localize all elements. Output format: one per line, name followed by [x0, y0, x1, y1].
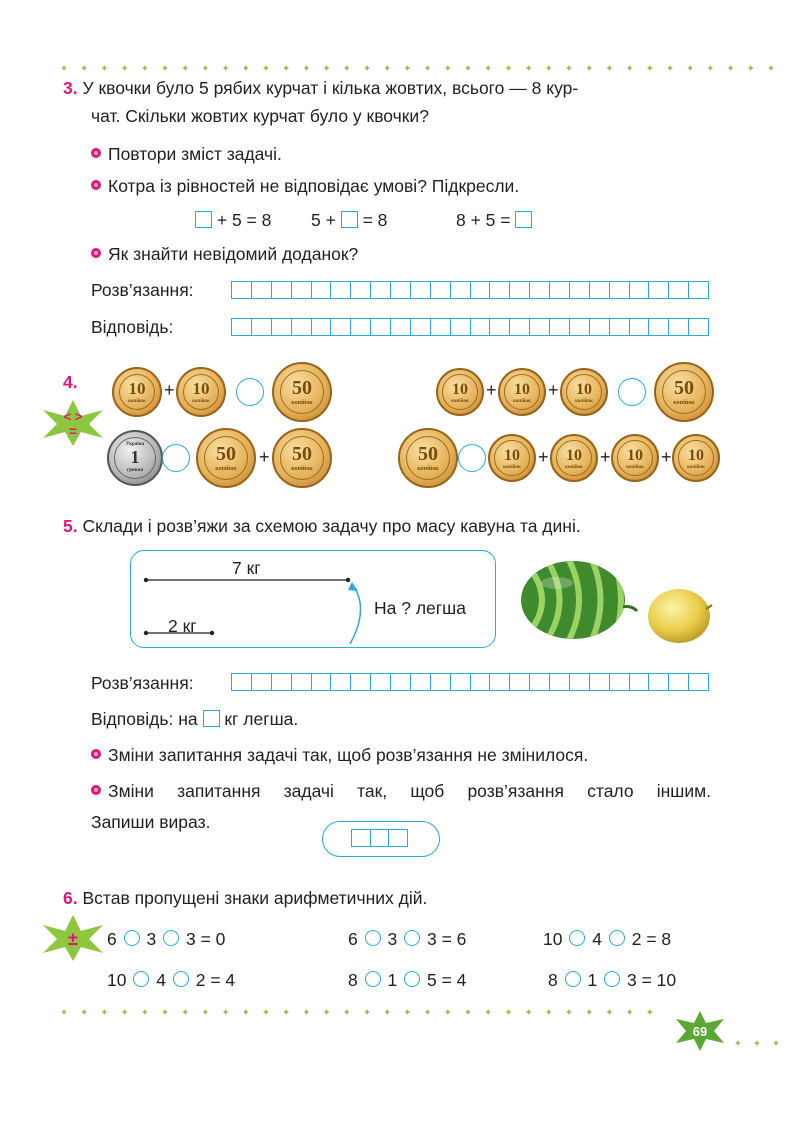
compare-circle[interactable] [618, 378, 646, 406]
star-dot [526, 65, 532, 71]
star-dot [344, 65, 350, 71]
star-dot [324, 1009, 330, 1015]
grid-cell[interactable] [689, 319, 708, 335]
coin-10-kopecks: 10 копійок [436, 368, 484, 416]
grid-cell[interactable] [530, 319, 550, 335]
operand: 10 [543, 929, 563, 949]
grid-cell[interactable] [610, 319, 630, 335]
star-dot [344, 1009, 350, 1015]
task5-solution-grid[interactable] [231, 673, 709, 691]
bullet-icon [91, 248, 101, 258]
star-dot [526, 1009, 532, 1015]
operand: 5 [426, 970, 437, 990]
compare-circle[interactable] [162, 444, 190, 472]
grid-cell[interactable] [570, 282, 590, 298]
coin-10-kopecks: 10 копійок [550, 434, 598, 482]
star-dot [485, 1009, 491, 1015]
grid-cell[interactable] [630, 319, 650, 335]
bullet-icon [91, 148, 101, 158]
result: = 4 [210, 970, 236, 990]
grid-cell[interactable] [371, 674, 391, 690]
star-dot [303, 1009, 309, 1015]
coin-10-kopecks: 10 копійок [611, 434, 659, 482]
grid-cell[interactable] [272, 282, 292, 298]
operator-circle[interactable] [365, 930, 381, 946]
grid-cell[interactable] [669, 282, 689, 298]
grid-cell[interactable] [669, 674, 689, 690]
sign-equation [543, 929, 671, 950]
grid-cell[interactable] [630, 674, 650, 690]
star-dot [606, 1009, 612, 1015]
star-dot [364, 65, 370, 71]
star-dot [546, 65, 552, 71]
star-dot [505, 1009, 511, 1015]
grid-cell[interactable] [232, 674, 252, 690]
task3-answer-label: Відповідь: [91, 317, 174, 337]
plus-sign: + [259, 447, 270, 467]
plus-minus-symbol: ± [68, 929, 78, 949]
bullet-text: Повтори зміст задачі. [108, 144, 282, 164]
star-dot [707, 65, 713, 71]
star-dot [586, 65, 592, 71]
grid-cell[interactable] [352, 830, 371, 846]
star-dot [101, 65, 107, 71]
grid-cell[interactable] [490, 282, 510, 298]
coin-50-kopecks: 50 копійок [654, 362, 714, 422]
star-dot [566, 65, 572, 71]
star-dot [404, 65, 410, 71]
star-dot [61, 1009, 67, 1015]
result: = 0 [200, 929, 226, 949]
coin-50-kopecks: 50 копійок [196, 428, 256, 488]
plus-sign: + [486, 380, 497, 400]
grid-cell[interactable] [351, 674, 371, 690]
result: = 8 [646, 929, 672, 949]
grid-cell[interactable] [272, 674, 292, 690]
star-dot [223, 65, 229, 71]
task4-number: 4. [63, 372, 78, 392]
grid-cell[interactable] [649, 674, 669, 690]
grid-cell[interactable] [252, 674, 272, 690]
plus-sign: + [164, 380, 175, 400]
grid-cell[interactable] [510, 282, 530, 298]
operator-circle[interactable] [404, 971, 420, 987]
plus-sign: + [661, 447, 672, 467]
star-dot [223, 1009, 229, 1015]
grid-cell[interactable] [550, 282, 570, 298]
grid-cell[interactable] [649, 319, 669, 335]
star-dot [283, 65, 289, 71]
grid-cell[interactable] [689, 674, 708, 690]
star-dot [773, 1040, 779, 1046]
grid-cell[interactable] [312, 282, 332, 298]
sign-equation [348, 929, 466, 950]
star-dot [465, 65, 471, 71]
bullet-icon [91, 180, 101, 190]
task5-bullet-1 [91, 745, 588, 766]
star-dot [627, 65, 633, 71]
grid-cell[interactable] [312, 674, 332, 690]
operand: 8 [348, 970, 358, 990]
operator-circle[interactable] [365, 971, 381, 987]
plus-sign: + [548, 380, 559, 400]
answer-box[interactable] [203, 710, 220, 727]
operand: 3 [185, 929, 196, 949]
compare-circle[interactable] [458, 444, 486, 472]
sign-equation [107, 929, 225, 950]
compare-badge-top: < > [63, 409, 83, 424]
star-dot [202, 65, 208, 71]
operator-circle[interactable] [133, 971, 149, 987]
scheme-top-label: 7 кг [232, 558, 261, 578]
star-dot [263, 1009, 269, 1015]
grid-cell[interactable] [490, 674, 510, 690]
operand: 6 [348, 929, 358, 949]
task3-bullet-3 [91, 244, 358, 265]
star-dot [586, 1009, 592, 1015]
grid-cell[interactable] [351, 319, 371, 335]
grid-cell[interactable] [649, 282, 669, 298]
task5-number: 5. [63, 516, 78, 536]
grid-cell[interactable] [510, 674, 530, 690]
star-dot [101, 1009, 107, 1015]
star-dot [263, 65, 269, 71]
grid-cell[interactable] [451, 674, 471, 690]
task5-solution-label: Розв’язання: [91, 673, 194, 693]
grid-cell[interactable] [669, 319, 689, 335]
sign-equation [107, 970, 235, 991]
sign-equation [348, 970, 466, 991]
equation-text: = 8 [362, 210, 388, 230]
star-dot [122, 65, 128, 71]
grid-cell[interactable] [689, 282, 708, 298]
star-dot [748, 65, 754, 71]
grid-cell[interactable] [490, 319, 510, 335]
operand: 6 [107, 929, 117, 949]
page-number-badge [674, 1010, 726, 1052]
coin-10-kopecks: 10 копійок [498, 368, 546, 416]
operand: 3 [387, 929, 398, 949]
grid-cell[interactable] [451, 282, 471, 298]
task6-number: 6. [63, 888, 78, 908]
expression-grid[interactable] [351, 829, 408, 847]
task6-text: Встав пропущені знаки арифметичних дій. [82, 888, 428, 908]
coin-10-kopecks: 10 копійок [176, 367, 226, 417]
task3-number: 3. [63, 78, 78, 98]
star-dot [364, 1009, 370, 1015]
star-dot [445, 65, 451, 71]
answer-box[interactable] [195, 211, 212, 228]
grid-cell[interactable] [391, 319, 411, 335]
operand: 1 [587, 970, 598, 990]
grid-cell[interactable] [371, 319, 391, 335]
result: = 10 [641, 970, 677, 990]
task5-heading [63, 516, 581, 537]
grid-cell[interactable] [292, 674, 312, 690]
operand: 8 [548, 970, 558, 990]
star-dot [768, 65, 774, 71]
answer-box[interactable] [341, 211, 358, 228]
grid-cell[interactable] [550, 674, 570, 690]
operand: 3 [626, 970, 637, 990]
task5-answer [91, 709, 298, 730]
grid-cell[interactable] [570, 674, 590, 690]
coin-10-kopecks: 10 копійок [112, 367, 162, 417]
equation-text: 8 + 5 = [456, 210, 511, 230]
grid-cell[interactable] [252, 282, 272, 298]
task3-equation-3 [456, 210, 532, 231]
plus-minus-badge [41, 913, 105, 963]
operator-circle[interactable] [124, 930, 140, 946]
grid-cell[interactable] [371, 282, 391, 298]
equation-text: + 5 = 8 [216, 210, 272, 230]
operator-circle[interactable] [604, 971, 620, 987]
grid-cell[interactable] [530, 674, 550, 690]
star-dot [182, 65, 188, 71]
star-dot [122, 1009, 128, 1015]
star-dot [728, 65, 734, 71]
star-dot [735, 1040, 741, 1046]
grid-cell[interactable] [610, 674, 630, 690]
grid-cell[interactable] [389, 830, 407, 846]
grid-cell[interactable] [272, 319, 292, 335]
grid-cell[interactable] [391, 282, 411, 298]
coin-10-kopecks: 10 копійок [488, 434, 536, 482]
star-dot [384, 1009, 390, 1015]
grid-cell[interactable] [590, 282, 610, 298]
equation-text: 5 + [311, 210, 336, 230]
star-dot [485, 65, 491, 71]
task3-answer-grid[interactable] [231, 318, 709, 336]
star-dot [546, 1009, 552, 1015]
grid-cell[interactable] [411, 319, 431, 335]
star-dot [243, 1009, 249, 1015]
result: = 4 [441, 970, 467, 990]
star-dot [142, 1009, 148, 1015]
operand: 1 [387, 970, 398, 990]
task3-text-line1 [63, 78, 578, 99]
bullet-icon [91, 749, 101, 759]
operator-circle[interactable] [565, 971, 581, 987]
answer-text: кг легша. [224, 709, 299, 729]
task3-bullet-1 [91, 144, 282, 165]
result: = 6 [441, 929, 467, 949]
coin-50-kopecks: 50 копійок [272, 362, 332, 422]
star-dot [566, 1009, 572, 1015]
grid-cell[interactable] [351, 282, 371, 298]
grid-cell[interactable] [411, 282, 431, 298]
star-dot [667, 65, 673, 71]
star-dot [202, 1009, 208, 1015]
operator-circle[interactable] [404, 930, 420, 946]
task5-bullet-2 [91, 781, 711, 802]
star-dot [81, 65, 87, 71]
page-number: 69 [692, 1024, 708, 1039]
melon-image [644, 585, 716, 645]
task3-condition-2: чат. Скільки жовтих курчат було у квочки? [91, 106, 429, 126]
star-dot [61, 65, 67, 71]
grid-cell[interactable] [411, 674, 431, 690]
watermelon-image [517, 555, 642, 640]
coin-1-hryvnia: Україна 1 гривня [107, 430, 163, 486]
grid-cell[interactable] [292, 282, 312, 298]
coin-50-kopecks: 50 копійок [272, 428, 332, 488]
grid-cell[interactable] [371, 830, 390, 846]
grid-cell[interactable] [590, 319, 610, 335]
answer-text: Відповідь: на [91, 709, 198, 729]
operator-circle[interactable] [609, 930, 625, 946]
star-dot [303, 65, 309, 71]
grid-cell[interactable] [471, 282, 491, 298]
task3-solution-label: Розв’язання: [91, 280, 194, 300]
star-dot [647, 65, 653, 71]
operand: 3 [146, 929, 157, 949]
star-dot [754, 1040, 760, 1046]
grid-cell[interactable] [550, 319, 570, 335]
plus-sign: + [538, 447, 549, 467]
sign-equation [548, 970, 676, 991]
grid-cell[interactable] [331, 282, 351, 298]
bullet-icon [91, 785, 101, 795]
grid-cell[interactable] [312, 319, 332, 335]
grid-cell[interactable] [610, 282, 630, 298]
operand: 4 [592, 929, 602, 949]
operand: 3 [426, 929, 437, 949]
compare-badge-bottom: = [68, 423, 78, 439]
star-dot [425, 1009, 431, 1015]
scheme-question-label: На ? легша [374, 598, 466, 618]
grid-cell[interactable] [630, 282, 650, 298]
grid-cell[interactable] [431, 319, 451, 335]
scheme-bottom-label: 2 кг [168, 616, 197, 636]
grid-cell[interactable] [252, 319, 272, 335]
grid-cell[interactable] [510, 319, 530, 335]
star-dot [324, 65, 330, 71]
task3-condition-1: У квочки було 5 рябих курчат і кілька жовтих, всього — 8 кур- [82, 78, 579, 98]
task5-text: Склади і розв’яжи за схемою задачу про масу кавуна та дині. [82, 516, 581, 536]
operator-circle[interactable] [163, 930, 179, 946]
star-dot [404, 1009, 410, 1015]
operator-circle[interactable] [173, 971, 189, 987]
grid-cell[interactable] [431, 674, 451, 690]
grid-cell[interactable] [451, 319, 471, 335]
task3-bullet-2 [91, 176, 519, 197]
task3-equation-1 [195, 210, 271, 231]
grid-cell[interactable] [232, 282, 252, 298]
star-dot [283, 1009, 289, 1015]
star-dot [687, 65, 693, 71]
operand: 4 [156, 970, 166, 990]
star-dot [425, 65, 431, 71]
task5-bullet-2-line2: Запиши вираз. [91, 812, 211, 832]
bullet-text: Як знайти невідомий доданок? [108, 244, 359, 264]
compare-circle[interactable] [236, 378, 264, 406]
star-dot [81, 1009, 87, 1015]
grid-cell[interactable] [391, 674, 411, 690]
grid-cell[interactable] [331, 674, 351, 690]
star-dot [162, 1009, 168, 1015]
star-dot [465, 1009, 471, 1015]
grid-cell[interactable] [292, 319, 312, 335]
operand: 2 [631, 929, 642, 949]
top-decorative-stars [0, 62, 800, 74]
operator-circle[interactable] [569, 930, 585, 946]
compare-signs-badge [41, 398, 105, 448]
grid-cell[interactable] [471, 674, 491, 690]
task3-equation-2 [311, 210, 387, 231]
grid-cell[interactable] [530, 282, 550, 298]
grid-cell[interactable] [590, 674, 610, 690]
star-dot [182, 1009, 188, 1015]
coin-10-kopecks: 10 копійок [560, 368, 608, 416]
star-dot [243, 65, 249, 71]
task3-solution-grid[interactable] [231, 281, 709, 299]
grid-cell[interactable] [331, 319, 351, 335]
coin-50-kopecks: 50 копійок [398, 428, 458, 488]
operand: 2 [195, 970, 206, 990]
star-dot [647, 1009, 653, 1015]
grid-cell[interactable] [431, 282, 451, 298]
answer-box[interactable] [515, 211, 532, 228]
grid-cell[interactable] [570, 319, 590, 335]
grid-cell[interactable] [232, 319, 252, 335]
operand: 10 [107, 970, 127, 990]
star-dot [142, 65, 148, 71]
plus-sign: + [600, 447, 611, 467]
star-dot [627, 1009, 633, 1015]
star-dot [162, 65, 168, 71]
grid-cell[interactable] [471, 319, 491, 335]
star-dot [505, 65, 511, 71]
star-dot [384, 65, 390, 71]
bullet-text: Котра із рівностей не відповідає умові? Підкресли. [108, 176, 520, 196]
bullet-text: Зміни запитання задачі так, щоб розв’язання не змінилося. [108, 745, 589, 765]
task6-heading [63, 888, 427, 909]
coin-10-kopecks: 10 копійок [672, 434, 720, 482]
star-dot [445, 1009, 451, 1015]
bullet-text: Зміни запитання задачі так, щоб розв’язання стало іншим. [108, 781, 711, 801]
star-dot [606, 65, 612, 71]
